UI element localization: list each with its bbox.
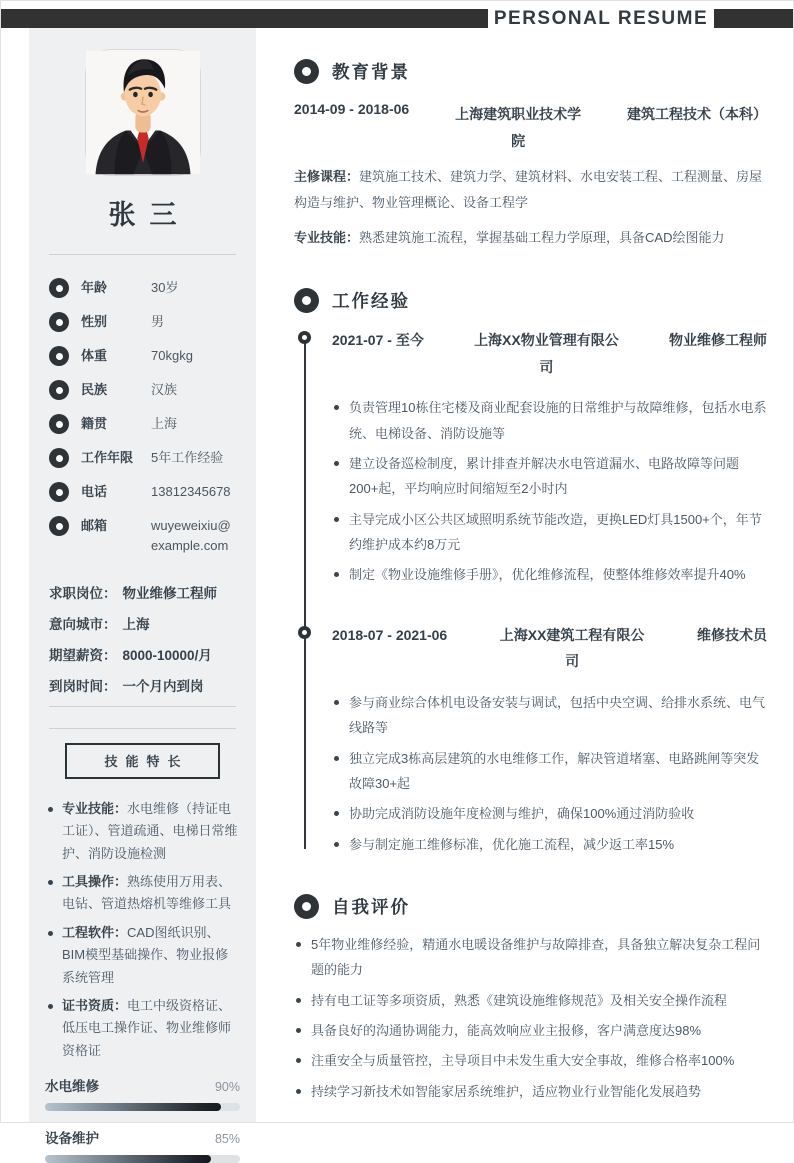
job-bullet xyxy=(332,690,767,741)
evaluation-bullet xyxy=(294,988,767,1013)
job-role: 物业维修工程师 xyxy=(669,332,767,349)
bullet-dot-icon xyxy=(296,942,301,947)
job-header xyxy=(332,327,767,380)
bullet-dot-icon xyxy=(48,807,53,812)
sidebar xyxy=(29,28,256,1146)
info-value: 5年工作经验 xyxy=(151,450,224,465)
intent-value: 一个月内到岗 xyxy=(122,679,204,694)
avatar-illustration xyxy=(86,50,200,175)
skill-label: 工程软件： xyxy=(62,924,128,940)
bullet-text: 建立设备巡检制度，累计排查并解决水电管道漏水、电路故障等问题200+起，平均响应时间缩短至2小时内 xyxy=(349,456,740,497)
section-title: 教育背景 xyxy=(332,62,410,82)
info-row-hometown xyxy=(49,414,236,434)
bullet-dot-icon xyxy=(334,756,339,761)
bullet-text: 主导完成小区公共区域照明系统节能改造，更换LED灯具1500+个，年节约维护成本约8万元 xyxy=(349,511,762,553)
job-bullet xyxy=(332,395,767,446)
info-row-email xyxy=(49,516,236,556)
bullet-dot-icon xyxy=(48,880,53,885)
skill-label: 证书资质： xyxy=(62,997,128,1013)
info-label: 电话 xyxy=(81,484,108,499)
bullet-dot-icon xyxy=(334,461,339,466)
info-value: 13812345678 xyxy=(151,484,231,499)
bullet-text: 独立完成3栋高层建筑的水电维修工作，解决管道堵塞、电路跳闸等突发故障30+起 xyxy=(349,750,760,792)
bar-track xyxy=(45,1155,240,1163)
education-period: 2014-09 - 2018-06 xyxy=(294,101,410,117)
intent-value: 上海 xyxy=(122,617,150,632)
bar-fill xyxy=(45,1103,221,1111)
info-label: 工作年限 xyxy=(81,450,134,465)
skill-text: 水电维修（持证电工证）、管道疏通、电梯日常维护、消防设施检测 xyxy=(62,801,238,861)
bar-percent: 85% xyxy=(214,1131,240,1146)
bullet-dot-icon xyxy=(296,1058,301,1063)
timeline-line xyxy=(304,339,306,849)
intent-label: 求职岗位： xyxy=(49,586,117,601)
bar-track xyxy=(45,1103,240,1111)
edu-skills-label: 专业技能： xyxy=(294,229,360,245)
info-label: 性别 xyxy=(81,314,108,329)
job-header xyxy=(332,622,767,675)
info-value: wuyeweixiu@example.com xyxy=(151,518,231,553)
bullet-dot-icon xyxy=(334,700,339,705)
candidate-name: 张三 xyxy=(108,200,191,230)
bullet-text: 持有电工证等多项资质，熟悉《建筑设施维修规范》及相关安全操作流程 xyxy=(311,992,728,1008)
skill-item xyxy=(45,871,240,916)
evaluation-bullet-list xyxy=(294,932,767,1104)
skill-text: 熟练使用万用表、电钻、管道热熔机等维修工具 xyxy=(62,874,232,912)
intent-value: 物业维修工程师 xyxy=(122,586,217,601)
bar-label: 水电维修 xyxy=(45,1078,99,1094)
resume-title: PERSONAL RESUME xyxy=(493,7,709,29)
skill-text: 电工中级资格证、低压电工操作证、物业维修师资格证 xyxy=(62,997,232,1058)
profile-photo xyxy=(85,49,201,176)
bullet-text: 具备良好的沟通协调能力，能高效响应业主报修，客户满意度达98% xyxy=(311,1023,702,1039)
skill-item xyxy=(45,995,240,1062)
courses-label: 主修课程： xyxy=(294,169,360,185)
info-value: 30岁 xyxy=(151,280,179,295)
ring-bullet-icon xyxy=(49,346,69,366)
skills-section-title-box xyxy=(65,743,220,779)
skill-item xyxy=(45,798,240,865)
bullet-dot-icon xyxy=(296,1089,301,1094)
info-label: 籍贯 xyxy=(81,416,108,431)
section-title: 自我评价 xyxy=(332,897,410,918)
skills-section-title: 技能特长 xyxy=(104,754,189,769)
evaluation-bullet xyxy=(294,1018,767,1043)
intent-row-city xyxy=(49,613,236,633)
job-period: 2018-07 - 2021-06 xyxy=(332,626,448,643)
bullet-dot-icon xyxy=(334,842,339,847)
job-bullet xyxy=(332,801,767,826)
skills-list xyxy=(43,798,242,1062)
skill-item xyxy=(45,922,240,989)
skill-bar-plumbing-electric xyxy=(45,1075,240,1111)
education-school: 上海建筑职业技术学院 xyxy=(455,106,582,149)
info-row-gender xyxy=(49,312,236,332)
job-bullet-list xyxy=(332,395,767,587)
divider xyxy=(49,706,236,707)
education-entry-header xyxy=(294,101,767,154)
skill-label: 专业技能： xyxy=(62,801,128,816)
bullet-text: 负责管理10栋住宅楼及商业配套设施的日常维护与故障维修，包括水电系统、电梯设备、消防设施等 xyxy=(349,400,767,441)
bullet-dot-icon xyxy=(334,405,339,410)
personal-info-list xyxy=(43,278,242,556)
info-label: 民族 xyxy=(81,382,108,397)
skill-text: CAD图纸识别、BIM模型基础操作、物业报修系统管理 xyxy=(62,924,229,985)
resume-title-box xyxy=(488,1,714,36)
bullet-text: 协助完成消防设施年度检测与维护，确保100%通过消防验收 xyxy=(349,806,695,822)
bullet-text: 制定《物业设施维修手册》，优化维修流程，使整体维修效率提升40% xyxy=(349,567,746,583)
skill-bar-equipment xyxy=(45,1127,240,1163)
bullet-dot-icon xyxy=(296,1028,301,1033)
divider xyxy=(49,254,236,255)
evaluation-bullet xyxy=(294,1079,767,1104)
intent-row-availability xyxy=(49,675,236,695)
job-bullet xyxy=(332,832,767,857)
bullet-text: 持续学习新技术如智能家居系统维护，适应物业行业智能化发展趋势 xyxy=(311,1083,702,1099)
bullet-dot-icon xyxy=(334,572,339,577)
ring-bullet-icon xyxy=(49,380,69,400)
section-ring-icon xyxy=(294,288,319,313)
bar-percent: 90% xyxy=(214,1079,240,1094)
section-title: 工作经验 xyxy=(332,291,410,312)
bar-fill xyxy=(45,1155,211,1163)
section-ring-icon xyxy=(294,894,319,919)
ring-bullet-icon xyxy=(49,516,69,536)
intent-value: 8000-10000/月 xyxy=(122,648,212,663)
skill-label: 工具操作： xyxy=(62,874,128,890)
bullet-text: 参与制定施工维修标准，优化施工流程，减少返工率15% xyxy=(349,836,675,852)
job-company: 上海XX物业管理有限公司 xyxy=(474,332,619,375)
job-timeline xyxy=(294,327,767,857)
info-row-experience-years xyxy=(49,448,236,468)
info-label: 体重 xyxy=(81,348,108,363)
education-degree: 建筑工程技术（本科） xyxy=(627,106,767,122)
bullet-dot-icon xyxy=(48,931,53,936)
bullet-dot-icon xyxy=(334,517,339,522)
job-bullet xyxy=(332,562,767,587)
ring-bullet-icon xyxy=(49,482,69,502)
education-courses xyxy=(294,164,767,215)
ring-bullet-icon xyxy=(49,414,69,434)
bullet-text: 5年物业维修经验，精通水电暖设备维护与故障排查，具备独立解决复杂工程问题的能力 xyxy=(311,937,761,978)
evaluation-bullet xyxy=(294,1048,767,1073)
info-row-weight xyxy=(49,346,236,366)
timeline-dot-icon xyxy=(298,331,311,344)
timeline-dot-icon xyxy=(298,626,311,639)
edu-skills-text: 熟悉建筑施工流程，掌握基础工程力学原理，具备CAD绘图能力 xyxy=(359,229,725,245)
info-value: 70kgkg xyxy=(151,348,193,363)
intent-row-position xyxy=(49,582,236,602)
ring-bullet-icon xyxy=(49,448,69,468)
section-work-experience xyxy=(294,288,767,857)
job-bullet xyxy=(332,451,767,502)
info-value: 汉族 xyxy=(151,382,178,397)
job-bullet xyxy=(332,746,767,797)
courses-text: 建筑施工技术、建筑力学、建筑材料、水电安装工程、工程测量、房屋构造与维护、物业管理概论、设备工程学 xyxy=(294,169,763,210)
info-label: 邮箱 xyxy=(81,518,108,533)
main-content xyxy=(294,59,767,1109)
job-entry-previous xyxy=(332,622,767,857)
bullet-text: 注重安全与质量管控，主导项目中未发生重大安全事故，维修合格率100% xyxy=(311,1053,735,1069)
bar-label: 设备维护 xyxy=(45,1130,99,1146)
evaluation-bullet xyxy=(294,932,767,983)
intent-row-salary xyxy=(49,644,236,664)
job-bullet xyxy=(332,507,767,558)
skill-bars xyxy=(43,1075,242,1163)
bullet-dot-icon xyxy=(334,811,339,816)
section-ring-icon xyxy=(294,59,319,84)
intent-label: 意向城市： xyxy=(49,617,117,632)
info-row-ethnicity xyxy=(49,380,236,400)
section-education xyxy=(294,59,767,250)
job-role: 维修技术员 xyxy=(697,626,767,643)
ring-bullet-icon xyxy=(49,312,69,332)
bullet-text: 参与商业综合体机电设备安装与调试，包括中央空调、给排水系统、电气线路等 xyxy=(349,695,766,736)
intent-label: 到岗时间： xyxy=(49,679,117,694)
intent-label: 期望薪资： xyxy=(49,648,117,663)
info-value: 上海 xyxy=(151,416,178,431)
job-period: 2021-07 - 至今 xyxy=(332,332,424,349)
job-intent-list xyxy=(43,582,242,695)
job-bullet-list xyxy=(332,690,767,857)
bullet-dot-icon xyxy=(296,998,301,1003)
bullet-dot-icon xyxy=(48,1004,53,1009)
section-self-evaluation xyxy=(294,894,767,1104)
ring-bullet-icon xyxy=(49,278,69,298)
job-entry-current xyxy=(332,327,767,588)
info-row-phone xyxy=(49,482,236,502)
info-value: 男 xyxy=(151,314,165,329)
education-skills xyxy=(294,225,767,250)
job-company: 上海XX建筑工程有限公司 xyxy=(499,626,645,670)
info-label: 年龄 xyxy=(81,280,108,295)
info-row-age xyxy=(49,278,236,298)
divider xyxy=(49,728,236,729)
